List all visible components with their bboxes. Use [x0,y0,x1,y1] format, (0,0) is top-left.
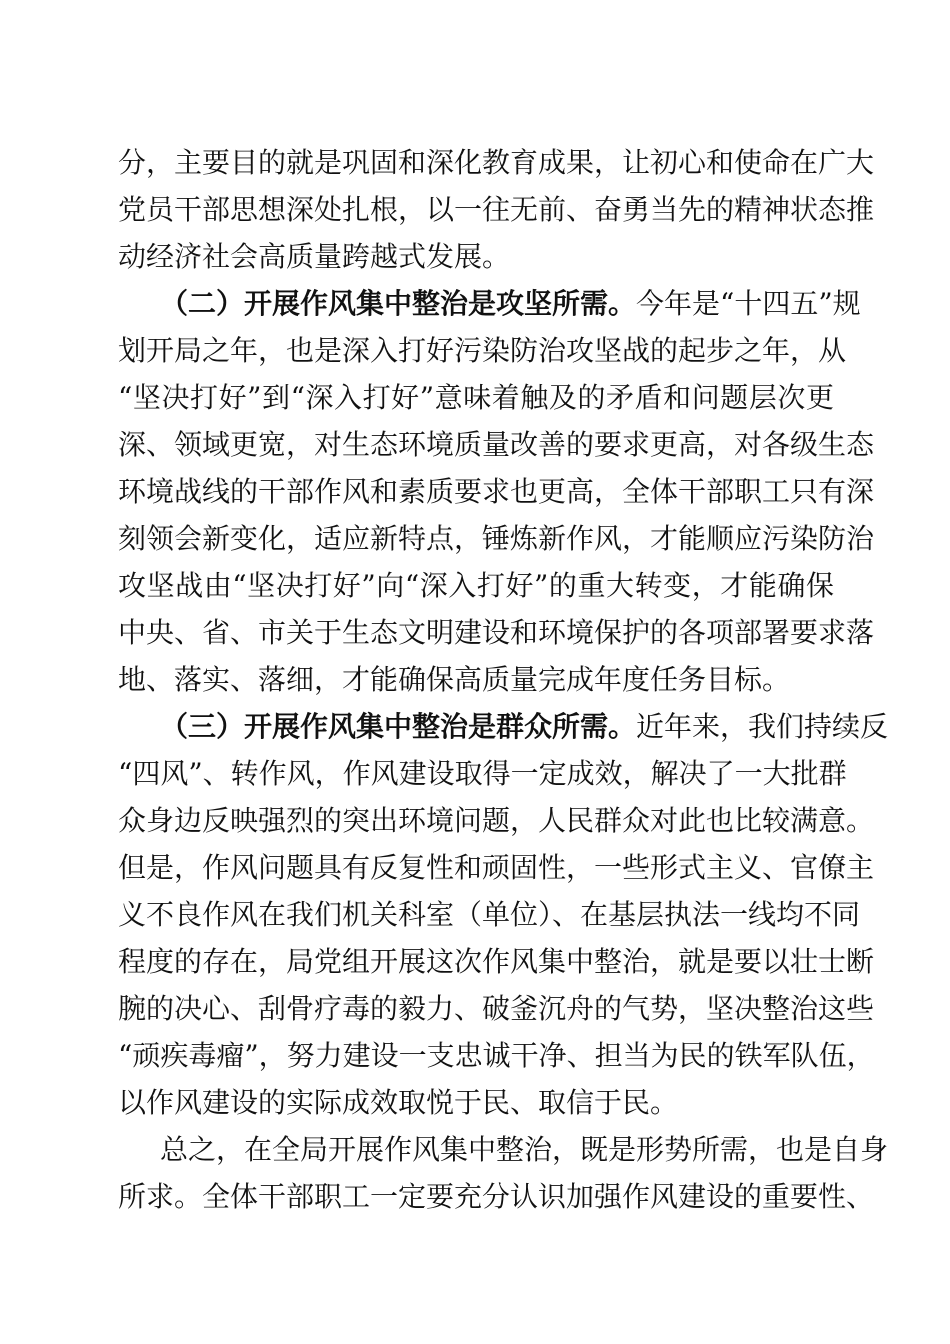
text-line: 刻领会新变化，适应新特点，锤炼新作风，才能顺应污染防治 [118,522,875,555]
text-line: 中央、省、市关于生态文明建设和环境保护的各项部署要求落 [118,616,875,649]
text-line: 分，主要目的就是巩固和深化教育成果，让初心和使命在广大 [118,146,875,179]
text-line: 划开局之年，也是深入打好污染防治攻坚战的起步之年，从 [118,334,847,367]
text-line: 众身边反映强烈的突出环境问题，人民群众对此也比较满意。 [118,804,875,837]
text-line: “四风”、转作风，作风建设取得一定成效，解决了一大批群 [118,757,847,790]
text-line: 深、领域更宽，对生态环境质量改善的要求更高，对各级生态 [118,428,875,461]
text-run: 近年来，我们持续反 [636,710,889,743]
paragraph-first-line: 总之，在全局开展作风集中整治，既是形势所需，也是自身 [160,1133,889,1166]
text-line: 环境战线的干部作风和素质要求也更高，全体干部职工只有深 [118,475,875,508]
text-run: 今年是“十四五”规 [636,287,861,320]
text-line: 但是，作风问题具有反复性和顽固性，一些形式主义、官僚主 [118,851,875,884]
text-line: 以作风建设的实际成效取悦于民、取信于民。 [118,1086,679,1119]
text-line: “坚决打好”到“深入打好”意味着触及的矛盾和问题层次更 [118,381,834,414]
text-line: “顽疾毒瘤”，努力建设一支忠诚干净、担当为民的铁军队伍， [118,1039,875,1072]
paragraph-first-line [118,284,861,324]
text-line: 义不良作风在我们机关科室（单位）、在基层执法一线均不同 [118,898,861,931]
text-line: 所求。全体干部职工一定要充分认识加强作风建设的重要性、 [118,1180,875,1213]
text-line: 党员干部思想深处扎根，以一往无前、奋勇当先的精神状态推 [118,193,875,226]
paragraph-first-line [118,707,889,747]
text-line: 腕的决心、刮骨疗毒的毅力、破釜沉舟的气势，坚决整治这些 [118,992,875,1025]
section-heading: （三）开展作风集中整治是群众所需。 [160,710,637,743]
text-line: 动经济社会高质量跨越式发展。 [118,240,511,273]
text-line: 程度的存在，局党组开展这次作风集中整治，就是要以壮士断 [118,945,875,978]
text-line: 地、落实、落细，才能确保高质量完成年度任务目标。 [118,663,791,696]
section-heading: （二）开展作风集中整治是攻坚所需。 [160,287,637,320]
text-line: 攻坚战由“坚决打好”向“深入打好”的重大转变，才能确保 [118,569,834,602]
